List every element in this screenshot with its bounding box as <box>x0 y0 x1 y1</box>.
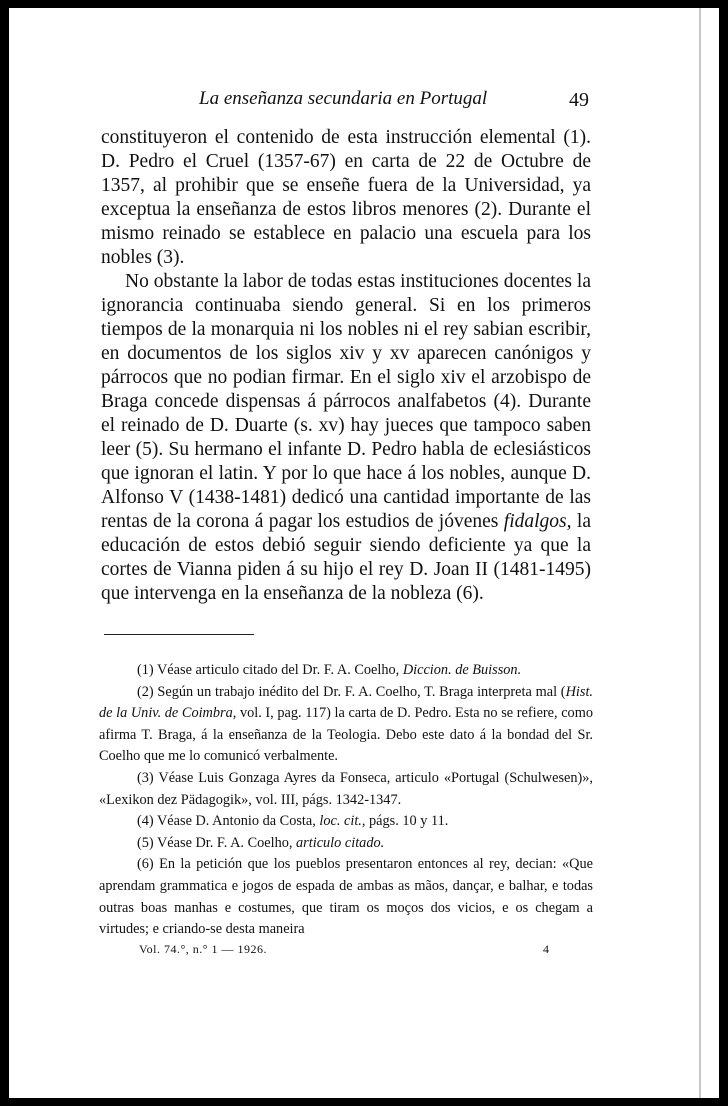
footnotes <box>99 660 593 941</box>
footnote-1-text: (1) Véase articulo citado del Dr. F. A. Coelho, <box>137 662 403 678</box>
running-title: La enseñanza secundaria en Portugal <box>199 88 488 109</box>
footnote-1 <box>99 660 593 682</box>
page-footer <box>99 942 589 962</box>
paragraph-2-part-2: la educación de estos debió seguir siendo deficiente ya que la cortes de Vianna piden á su hijo el rey D. Joan II (1481-1495) que intervenga en la enseñanza de la nobleza (6). <box>101 511 591 604</box>
footnote-4-text: (4) Véase D. Antonio da Costa, <box>137 813 320 830</box>
footnote-4-text-end: págs. 10 y 11. <box>365 813 449 830</box>
footnote-2-italic: Hist. de la Univ. de Coimbra, <box>99 683 593 722</box>
footnote-4 <box>99 811 593 833</box>
main-text <box>101 126 591 606</box>
footnote-6: (6) En la petición que los pueblos presentaron entonces al rey, decian: «Que aprendam grammatica e jogos de espada de ambas as mãos, dançar, e balhar, e todas outras boas manhas e costumes, que tiram os moços dos vicios, e os chegam a virtudes; e criando-se desta maneira <box>99 856 593 938</box>
footnote-2-text: (2) Según un trabajo inédito del Dr. F. A. Coelho, T. Braga interpreta mal ( <box>137 683 566 700</box>
footnote-2 <box>99 682 593 768</box>
footnote-5 <box>99 833 593 855</box>
paragraph-2-italic: fidalgos, <box>503 511 572 532</box>
paragraph-1: constituyeron el contenido de esta instrucción elemental (1). D. Pedro el Cruel (1357-67) en carta de 22 de Octubre de 1357, al prohibir que se enseñe fuera de la Universidad, ya exceptua la enseñanza de estos libros menores (2). Durante el mismo reinado se establece en palacio una escuela para los nobles (3). <box>101 127 591 268</box>
volume-line: Vol. 74.°, n.° 1 — 1926. <box>139 942 268 956</box>
paragraph-2-part-1: No obstante la labor de todas estas instituciones docentes la ignorancia continuaba siendo general. Si en los primeros tiempos de la monarquia ni los nobles ni el rey sabian escribir, en documentos de los siglos xiv y xv aparecen canónigos y párrocos que no podian firmar. En el siglo xiv el arzobispo de Braga concede dispensas á párrocos analfabetos (4). Durante el reinado de D. Duarte (s. xv) hay jueces que tampoco saben leer (5). Su hermano el infante D. Pedro habla de eclesiásticos que ignoran el latin. Y por lo que hace á los nobles, aunque D. Alfonso V (1438-1481) dedicó una cantidad importante de las rentas de la corona á pagar los estudios de jóvenes <box>101 271 591 532</box>
signature-mark: 4 <box>543 942 549 956</box>
footnote-4-italic: loc. cit., <box>319 813 366 830</box>
footnote-1-italic: Diccion. de Buisson. <box>402 662 522 678</box>
paragraph-2 <box>101 270 591 606</box>
book-page <box>9 8 719 1098</box>
footnote-5-text: (5) Véase Dr. F. A. Coelho, <box>137 834 297 851</box>
page-header <box>99 88 599 116</box>
page-fold-shadow <box>699 8 701 1098</box>
page-number: 49 <box>569 89 589 111</box>
footnote-3: (3) Véase Luis Gonzaga Ayres da Fonseca, articulo «Portugal (Schulwesen)», «Lexikon dez Pädagogik», vol. III, págs. 1342-1347. <box>99 769 593 808</box>
footnote-2-text-end: vol. I, pag. 117) la carta de D. Pedro. Esta no se refiere, como afirma T. Braga, á la enseñanza de la Teologia. Debo este dato á la bondad del Sr. Coelho que me lo comunicó verbalmente. <box>99 705 593 765</box>
footnote-5-italic: articulo citado. <box>296 834 385 851</box>
footnote-separator <box>104 634 254 635</box>
